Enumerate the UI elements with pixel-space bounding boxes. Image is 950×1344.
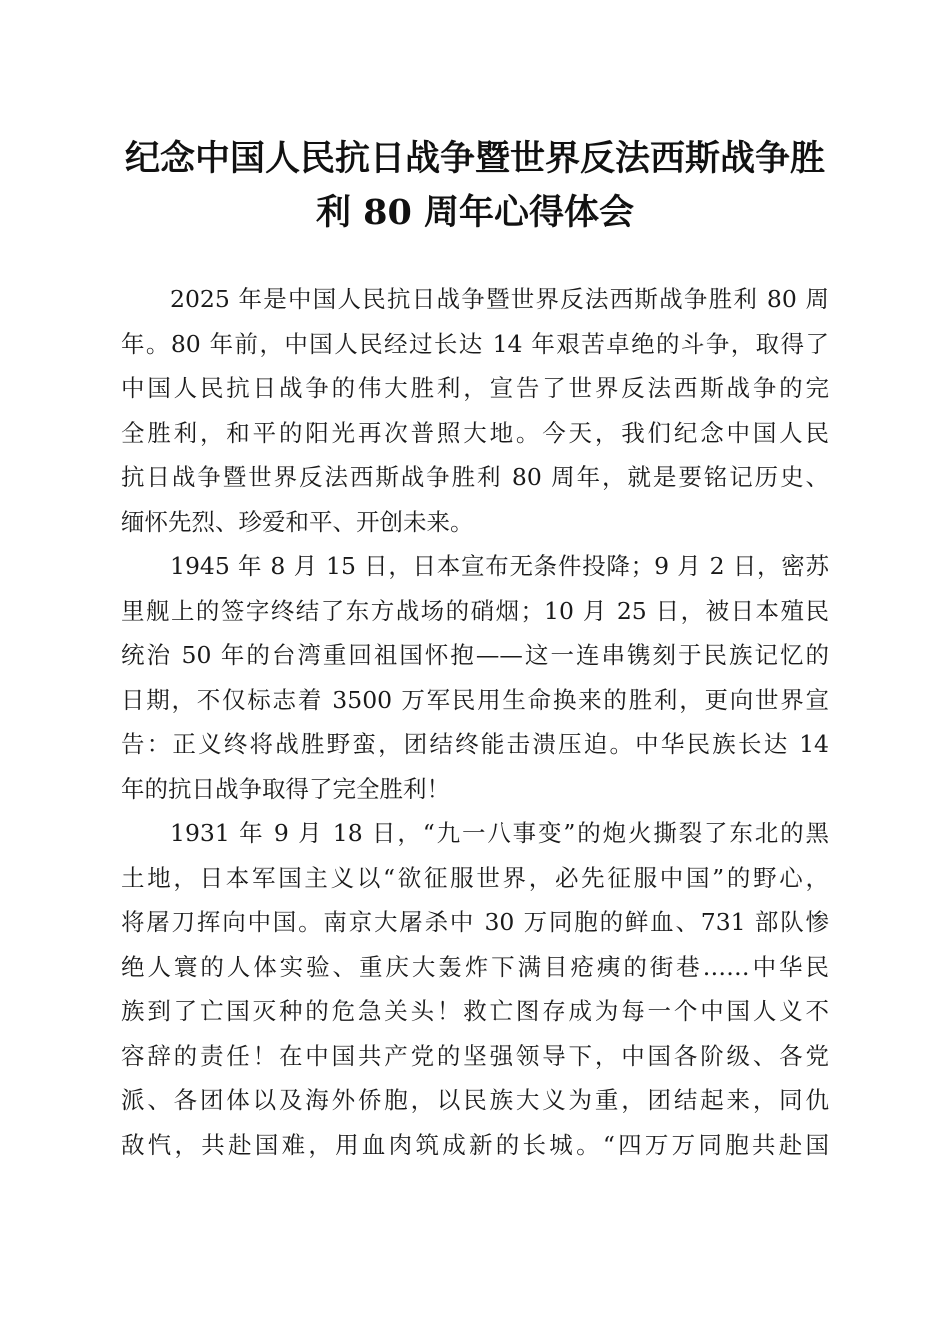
text-line: 敌忾，共赴国难，用血肉筑成新的长城。“四万万同胞共赴国 <box>121 1130 829 1159</box>
text-line: 2025 年是中国人民抗日战争暨世界反法西斯战争胜利 80 周 <box>170 285 829 313</box>
text-line: 全胜利，和平的阳光再次普照大地。今天，我们纪念中国人民 <box>121 418 829 447</box>
text-line: 1945 年 8 月 15 日，日本宣布无条件投降；9 月 2 日，密苏 <box>170 552 829 580</box>
paragraph-1 <box>121 277 829 544</box>
text-line: 抗日战争暨世界反法西斯战争胜利 80 周年，就是要铭记历史、 <box>121 463 829 491</box>
text-line: 年。80 年前，中国人民经过长达 14 年艰苦卓绝的斗争，取得了 <box>121 329 829 358</box>
title-line: 利 80 周年心得体会 <box>315 192 635 233</box>
text-line: 族到了亡国灭种的危急关头！救亡图存成为每一个中国人义不 <box>121 997 829 1025</box>
text-line: 缅怀先烈、珍爱和平、开创未来。 <box>121 507 474 536</box>
paragraph-2 <box>121 544 829 811</box>
text-line: 里舰上的签字终结了东方战场的硝烟；10 月 25 日，被日本殖民 <box>121 596 829 625</box>
text-line: 年的抗日战争取得了完全胜利！ <box>121 774 450 803</box>
text-line: 告：正义终将战胜野蛮，团结终能击溃压迫。中华民族长达 14 <box>121 730 829 758</box>
paragraph-3 <box>121 811 829 1167</box>
text-line: 统治 50 年的台湾重回祖国怀抱——这一连串镌刻于民族记忆的 <box>121 641 829 669</box>
text-line: 派、各团体以及海外侨胞，以民族大义为重，团结起来，同仇 <box>121 1086 829 1114</box>
text-line: 中国人民抗日战争的伟大胜利，宣告了世界反法西斯战争的完 <box>121 374 829 402</box>
text-line: 容辞的责任！在中国共产党的坚强领导下，中国各阶级、各党 <box>121 1041 829 1070</box>
text-line: 1931 年 9 月 18 日，“九一八事变”的炮火撕裂了东北的黑 <box>170 819 829 847</box>
document-body <box>121 277 829 1167</box>
title-line: 纪念中国人民抗日战争暨世界反法西斯战争胜 <box>124 138 825 179</box>
text-line: 绝人寰的人体实验、重庆大轰炸下满目疮痍的街巷……中华民 <box>121 952 829 981</box>
document-title <box>100 132 850 240</box>
text-line: 日期，不仅标志着 3500 万军民用生命换来的胜利，更向世界宣 <box>121 685 829 714</box>
text-line: 土地，日本军国主义以“欲征服世界，必先征服中国”的野心， <box>121 863 829 892</box>
text-line: 将屠刀挥向中国。南京大屠杀中 30 万同胞的鲜血、731 部队惨 <box>121 908 829 936</box>
